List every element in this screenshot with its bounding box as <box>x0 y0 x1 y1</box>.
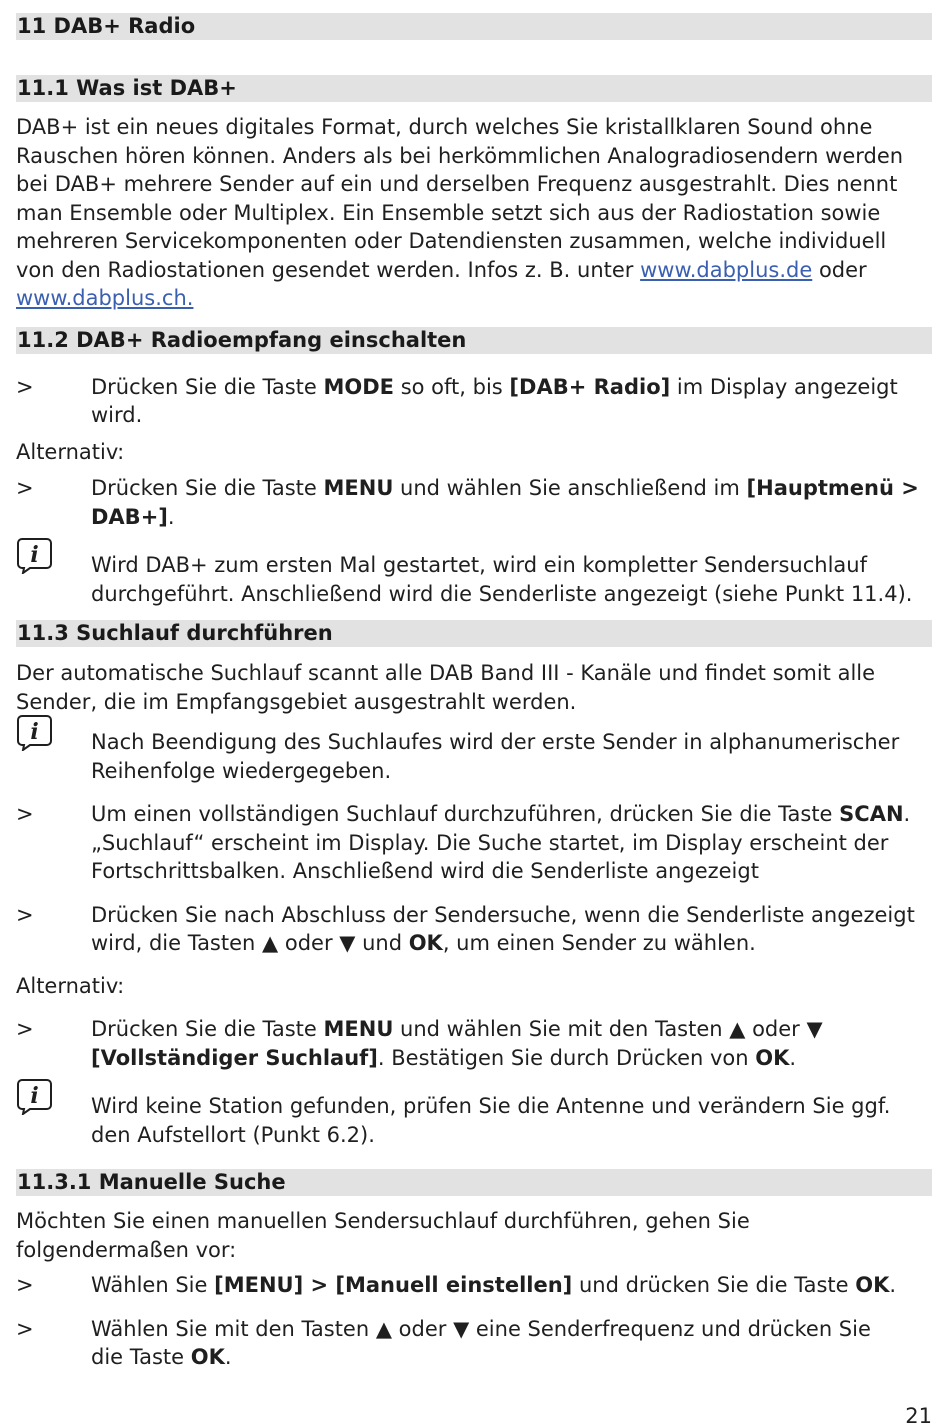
info-icon <box>16 714 53 751</box>
key-mode: MODE <box>323 374 395 399</box>
body-line <box>16 284 932 313</box>
body-line: bei DAB+ mehrere Sender auf ein und derselben Frequenz ausgestrahlt. Dies nennt <box>16 172 898 196</box>
svg-text:i: i <box>30 719 39 745</box>
menu-manual-path: [MENU] > [Manuell einstellen] <box>214 1273 573 1297</box>
body-line: folgendermaßen vor: <box>16 1237 237 1262</box>
key-ok: OK <box>755 1045 790 1070</box>
section-11-3-body <box>16 659 932 716</box>
section-11-1-body <box>16 113 932 313</box>
instruction-step: > Drücken Sie die Taste MODE so oft, bis [DAB+ Radio] im Display angezeigt wird. <box>16 374 898 427</box>
section-11-3-1-body <box>16 1207 932 1264</box>
body-line: mehreren Servicekomponenten oder Datendiensten zusammen, welche individuell <box>16 229 887 253</box>
key-ok: OK <box>408 931 443 955</box>
menu-full-scan: [Vollständiger Suchlauf] <box>91 1045 378 1070</box>
page-number: 21 <box>905 1404 932 1428</box>
section-heading-11-3: 11.3 Suchlauf durchführen <box>16 620 932 647</box>
key-menu: MENU <box>323 1017 394 1041</box>
body-line: DAB+ ist ein neues digitales Format, durch welches Sie kristallklaren Sound ohne <box>16 115 873 139</box>
key-ok: OK <box>855 1273 890 1297</box>
instruction-step: > Wählen Sie [MENU] > [Manuell einstellen] und drücken Sie die Taste OK. <box>16 1271 932 1300</box>
body-line: Rauschen hören können. Anders als bei herkömmlichen Analogradiosendern werden <box>16 143 904 168</box>
body-line: Sender, die im Empfangsgebiet ausgestrahlt werden. <box>16 689 577 714</box>
section-heading-11-1: 11.1 Was ist DAB+ <box>16 75 932 102</box>
instruction-step: > Drücken Sie die Taste MENU und wählen Sie mit den Tasten ▲ oder ▼ [Vollständiger Suchlauf]. Bestätigen Sie durch Drücken von OK. <box>16 1017 823 1070</box>
svg-text:i: i <box>30 1083 39 1109</box>
section-heading-11-3-1: 11.3.1 Manuelle Suche <box>16 1169 932 1196</box>
instruction-step: > Um einen vollständigen Suchlauf durchzuführen, drücken Sie die Taste SCAN. „Suchlauf“ erscheint im Display. Die Suche startet, im Display erscheint der Fortschrittsbalken. Anschließend wird die Senderliste angezeigt <box>16 802 911 883</box>
step-marker: > <box>16 1316 34 1341</box>
menu-dab-radio: [DAB+ Radio] <box>509 374 671 399</box>
menu-path: [Hauptmenü > <box>746 476 919 500</box>
body-line: von den Radiostationen gesendet werden. Infos z. B. unter www.dabplus.de oder <box>16 257 867 282</box>
body-line: man Ensemble oder Multiplex. Ein Ensemble setzt sich aus der Radiostation sowie <box>16 200 881 225</box>
step-marker: > <box>16 902 34 927</box>
dabplus-ch-link[interactable]: www.dabplus.ch. <box>16 286 194 310</box>
alternative-label: Alternativ: <box>16 439 125 464</box>
section-heading-11-2: 11.2 DAB+ Radioempfang einschalten <box>16 327 932 354</box>
step-marker: > <box>16 476 34 500</box>
body-line: Möchten Sie einen manuellen Sendersuchlauf durchführen, gehen Sie <box>16 1209 750 1233</box>
instruction-step: > Drücken Sie die Taste MENU und wählen Sie anschließend im [Hauptmenü > DAB+]. <box>16 476 919 529</box>
key-ok: OK <box>190 1345 225 1369</box>
instruction-step: > Drücken Sie nach Abschluss der Sendersuche, wenn die Senderliste angezeigt wird, die Tasten ▲ oder ▼ und OK, um einen Sender zu wählen. <box>16 902 915 955</box>
manual-page <box>16 13 932 1372</box>
section-heading-11: 11 DAB+ Radio <box>16 13 932 40</box>
info-note: i Wird keine Station gefunden, prüfen Sie die Antenne und verändern Sie ggf. den Aufstellort (Punkt 6.2). <box>16 1092 932 1149</box>
info-note: i Wird DAB+ zum ersten Mal gestartet, wird ein kompletter Sendersuchlauf durchgeführt. Anschließend wird die Senderliste angezeigt (siehe Punkt 11.4). <box>16 551 932 608</box>
alternative-label: Alternativ: <box>16 973 125 998</box>
step-marker: > <box>16 1017 34 1041</box>
step-marker: > <box>16 802 34 826</box>
step-marker: > <box>16 1273 34 1297</box>
body-line: Der automatische Suchlauf scannt alle DAB Band III - Kanäle und findet somit alle <box>16 661 876 685</box>
instruction-step: > Wählen Sie mit den Tasten ▲ oder ▼ eine Senderfrequenz und drücken Sie die Taste OK. <box>16 1316 871 1369</box>
step-marker: > <box>16 374 34 399</box>
info-icon <box>16 1078 53 1115</box>
key-menu: MENU <box>323 476 394 500</box>
info-icon <box>16 537 53 574</box>
menu-path: DAB+] <box>91 504 168 529</box>
dabplus-de-link[interactable]: www.dabplus.de <box>640 257 813 282</box>
info-note: i Nach Beendigung des Suchlaufes wird der erste Sender in alphanumerischer Reihenfolge wiedergegeben. <box>16 728 932 785</box>
svg-text:i: i <box>30 542 39 568</box>
key-scan: SCAN <box>839 802 904 826</box>
